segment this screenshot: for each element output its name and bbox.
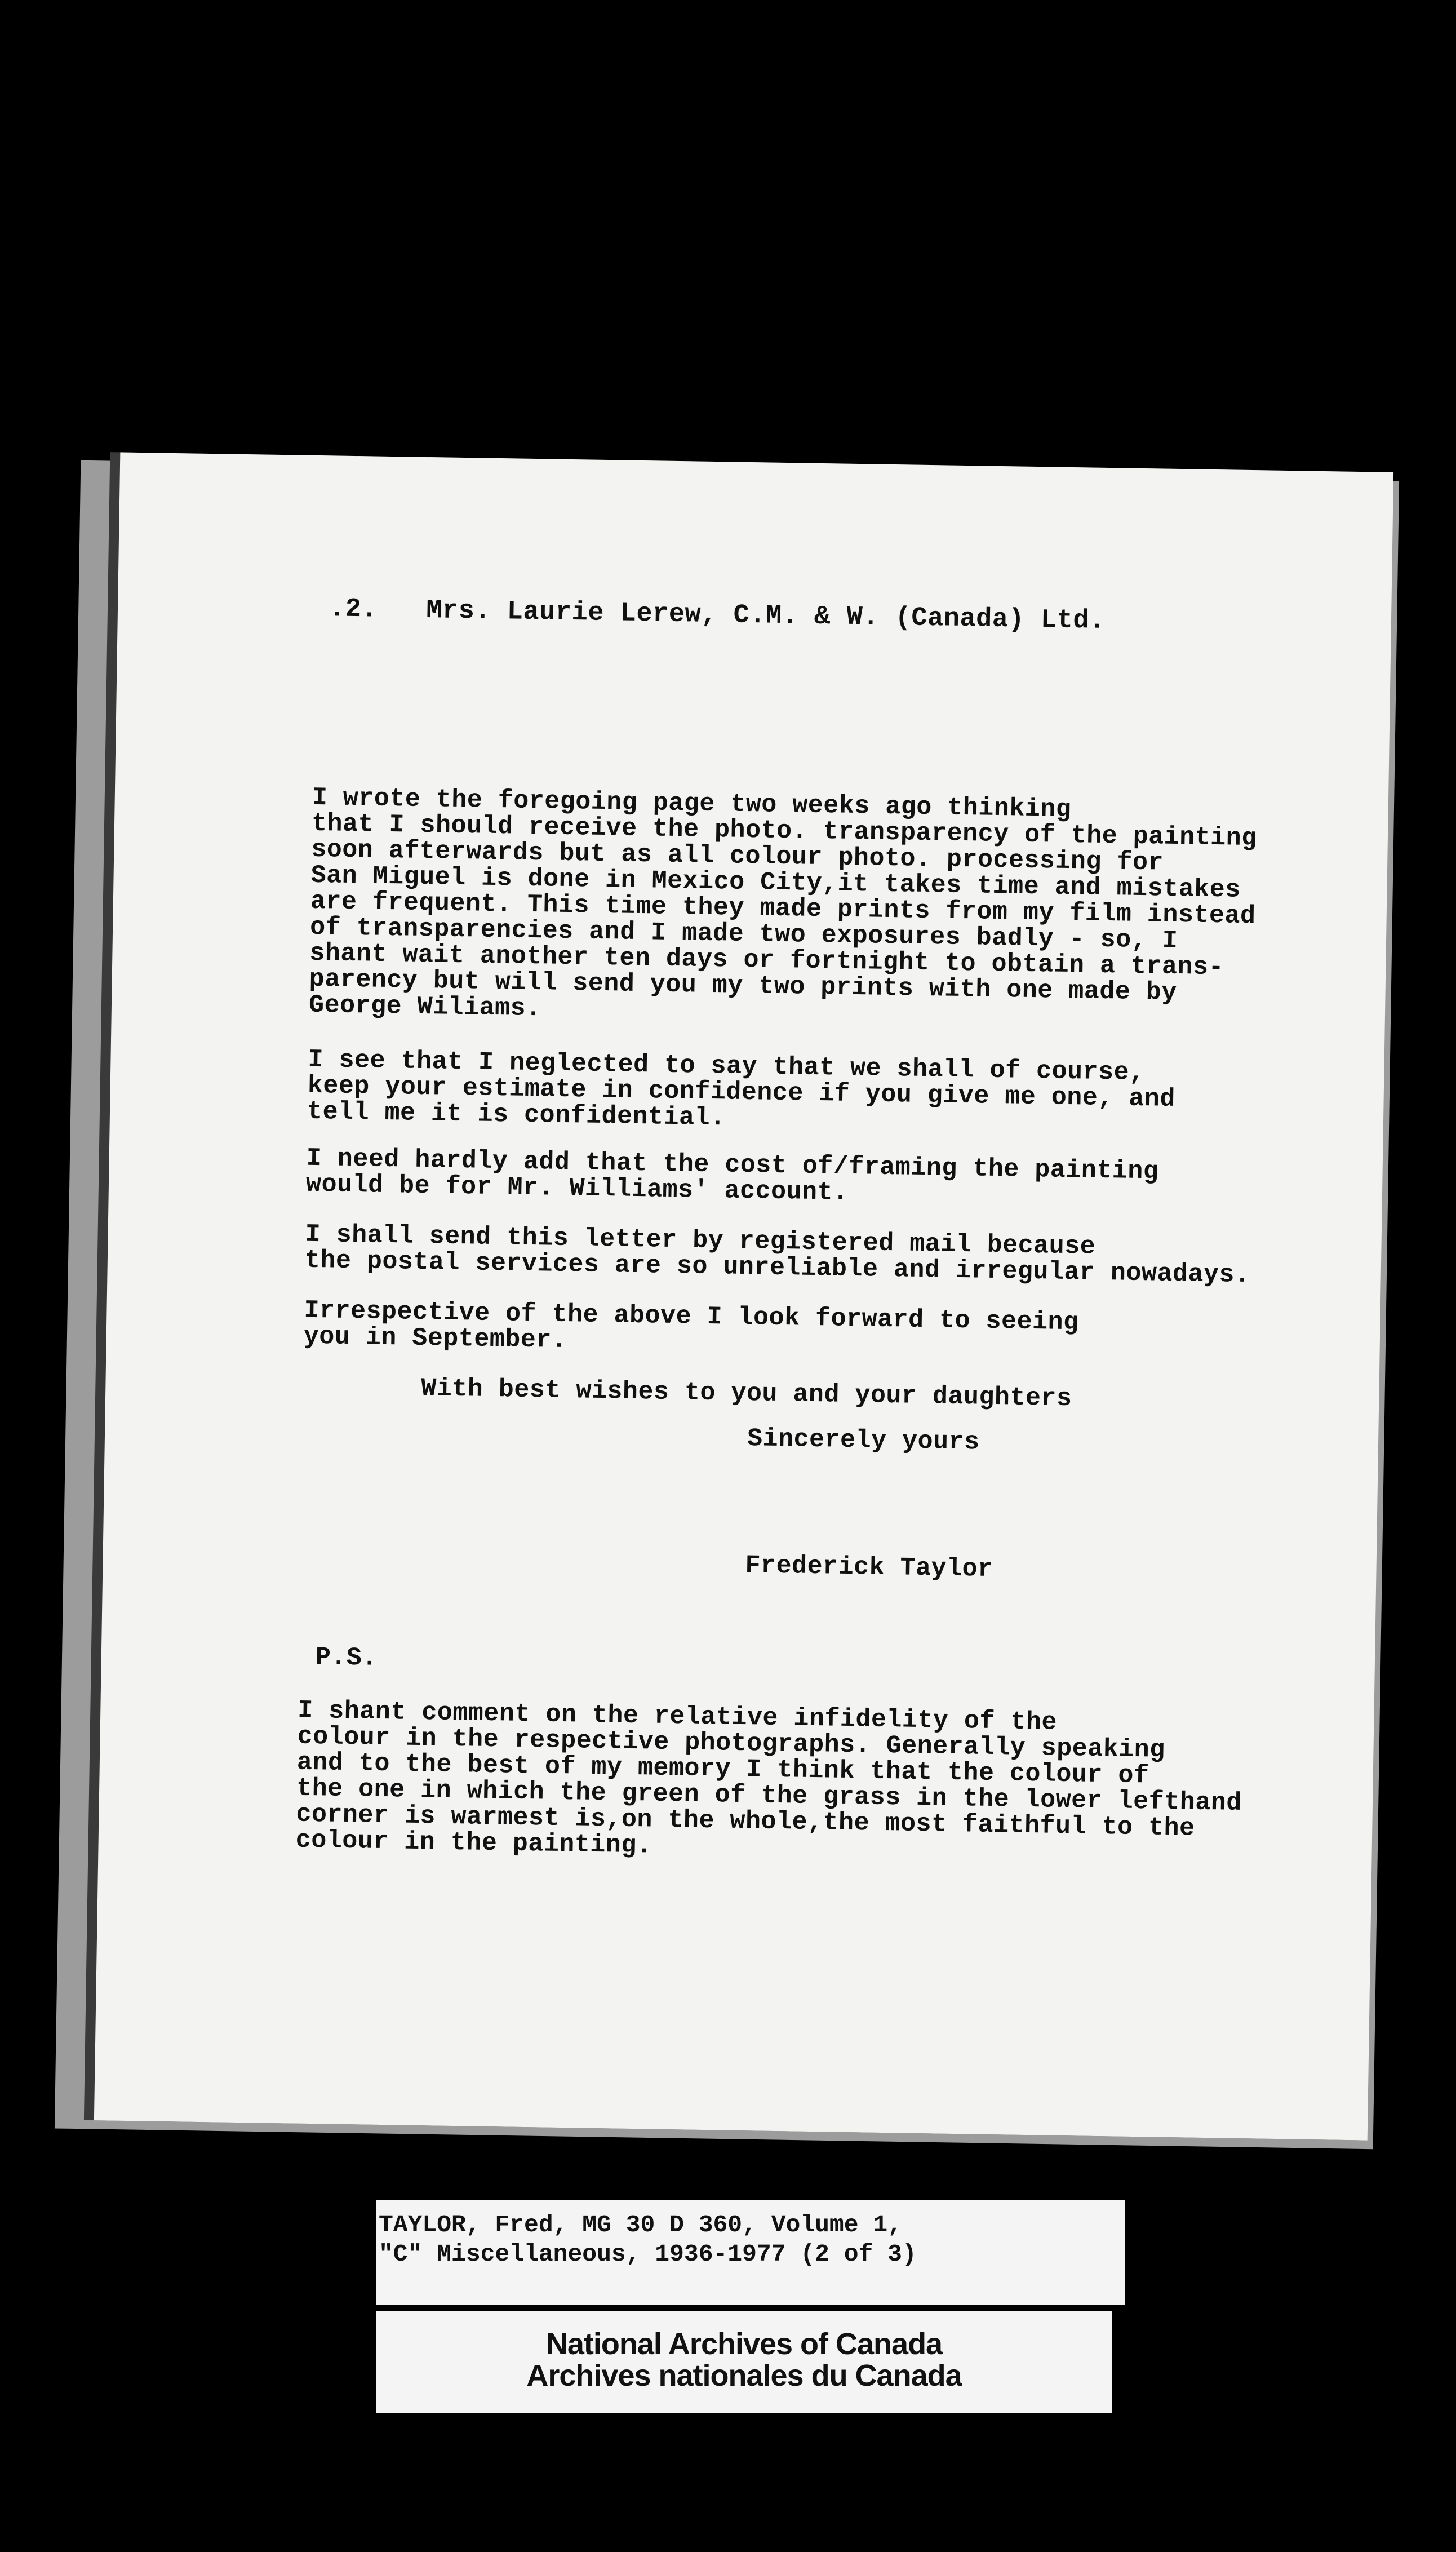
archive-name-english: National Archives of Canada <box>545 2327 943 2361</box>
paragraph-framing-cost: I need hardly add that the cost of/framing the painting would be for Mr. Williams' account. <box>305 1144 1159 1207</box>
reference-label <box>376 2200 1125 2305</box>
paragraph-photo-transparency: I wrote the foregoing page two weeks ago thinking that I should receive the photo. transparency of the painting soon afterwards but as all colour photo. processing for San Miguel is done in Mexico City,it takes time and mistakes are frequent. This time they made prints from my film instead of transparencies and I made two exposures badly - so, I shant wait another ten days or fortnight to obtain a trans- parency but will send you my two prints with one made by George Wiliams. <box>308 783 1258 1024</box>
paragraph-estimate-confidence: I see that I neglected to say that we shall of course, keep your estimate in confidence if you give me one, and tell me it is confidential. <box>307 1045 1176 1133</box>
reference-line-2: "C" Miscellaneous, 1936-1977 (2 of 3) <box>379 2240 917 2268</box>
archive-name-french: Archives nationales du Canada <box>526 2359 962 2392</box>
paragraph-registered-mail: I shall send this letter by registered mail because the postal services are so unreliable and irregular nowadays. <box>304 1220 1250 1290</box>
paragraph-september: Irrespective of the above I look forward to seeing you in September. <box>303 1296 1079 1355</box>
letter-page <box>94 452 1393 2140</box>
letter-header: .2. Mrs. Laurie Lerew, C.M. & W. (Canada) Ltd. <box>329 594 1106 636</box>
reference-line-1: TAYLOR, Fred, MG 30 D 360, Volume 1, <box>379 2211 902 2239</box>
closing: Sincerely yours <box>747 1424 980 1457</box>
ps-label: P.S. <box>315 1643 378 1673</box>
signature: Frederick Taylor <box>745 1551 993 1584</box>
archive-stamp <box>376 2311 1112 2413</box>
closing-wishes: With best wishes to you and your daughters <box>420 1374 1072 1414</box>
letter-body <box>94 452 1393 2140</box>
postscript-paragraph: I shant comment on the relative infidelity of the colour in the respective photographs. Generally speaking and to the best of my memory I think that the colour of the one in which the green of the grass in the lower lefthand corner is warmest is,on the whole,the most faithful to the colour in the painting. <box>295 1696 1242 1860</box>
